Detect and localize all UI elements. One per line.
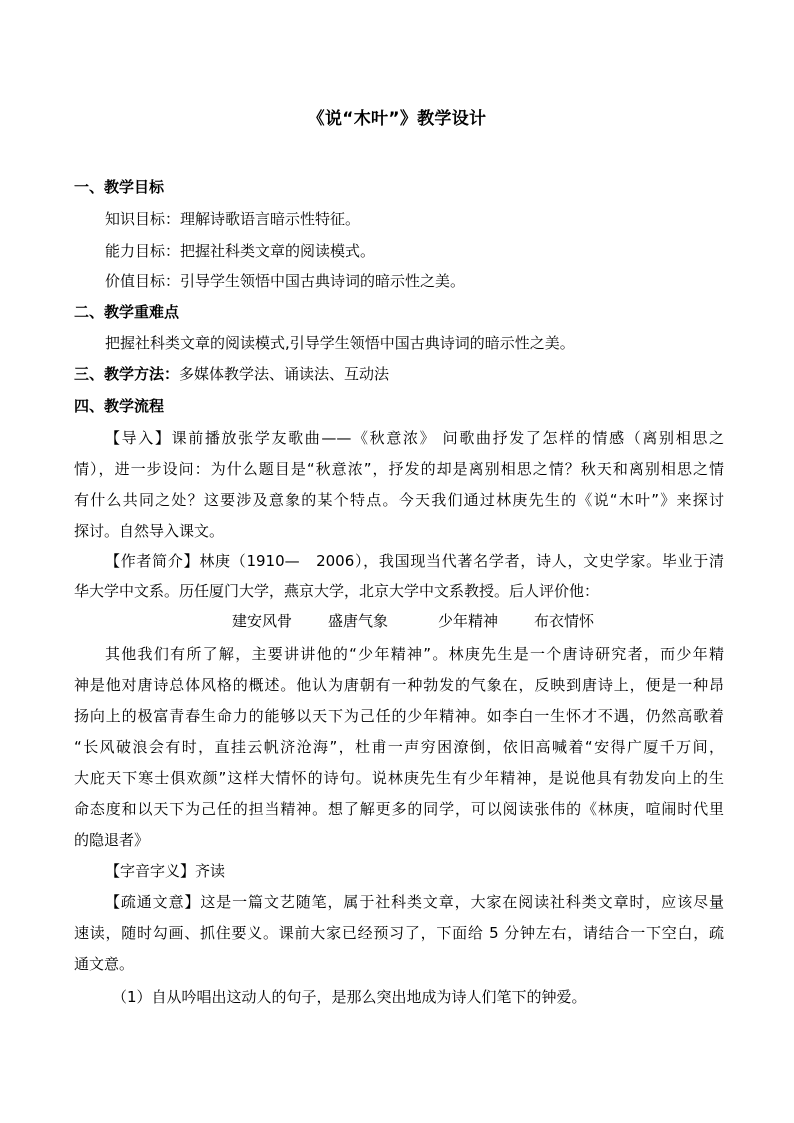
intro-line-4: 探讨。自然导入课文。 — [74, 522, 225, 540]
review-item: 少年精神 — [438, 612, 499, 630]
author-reviews — [232, 610, 594, 631]
intro-line-3: 有什么共同之处？这要涉及意象的某个特点。今天我们通过林庚先生的《说“木叶”》来探讨 — [74, 491, 724, 509]
section-heading-methods: 三、教学方法： — [74, 365, 180, 383]
spirit-line-3: 扬向上的极富青春生命力的能够以天下为己任的少年精神。如李白一生怀才不遇，仍然高歌着 — [74, 707, 724, 725]
section-heading-objectives: 一、教学目标 — [74, 178, 165, 196]
objective-ability: 能力目标：把握社科类文章的阅读模式。 — [105, 242, 376, 260]
spirit-line-7: 的隐退者》 — [74, 831, 150, 849]
section-heading-process: 四、教学流程 — [74, 397, 165, 415]
key-points-text: 把握社科类文章的阅读模式,引导学生领悟中国古典诗词的暗示性之美。 — [105, 334, 575, 352]
spirit-line-4: “长风破浪会有时，直挂云帆济沧海”，杜甫一声穷困潦倒，依旧高喊着“安得广厦千万间， — [74, 738, 724, 756]
author-line-1: 【作者简介】林庚（1910— 2006），我国现当代著名学者，诗人，文史学家。毕业于清 — [105, 552, 724, 570]
spirit-line-5: 大庇天下寒士俱欢颜”这样大情怀的诗句。说林庚先生有少年精神，是说他具有勃发向上的生 — [74, 769, 724, 787]
pronunciation-tag: 【字音字义】 — [105, 862, 196, 880]
spirit-line-2: 神是他对唐诗总体风格的概述。他认为唐朝有一种勃发的气象在，反映到唐诗上，便是一种昂 — [74, 676, 724, 694]
meaning-line-1: 【疏通文意】这是一篇文艺随笔，属于社科类文章，大家在阅读社科类文章时，应该尽量 — [105, 893, 724, 911]
intro-line-2: 情），进一步设问：为什么题目是“秋意浓”，抒发的却是离别相思之情？秋天和离别相思之情 — [74, 460, 724, 478]
document-title: 《说“木叶”》教学设计 — [307, 109, 487, 129]
meaning-line-3: 通文意。 — [74, 955, 135, 973]
author-tag: 【作者简介】 — [105, 552, 200, 570]
objective-knowledge: 知识目标：理解诗歌语言暗示性特征。 — [105, 210, 361, 228]
intro-tag: 【导入】 — [105, 429, 172, 447]
review-item: 盛唐气象 — [328, 612, 389, 630]
intro-line-1: 【导入】课前播放张学友歌曲——《秋意浓》 问歌曲抒发了怎样的情感（离别相思之 — [105, 429, 724, 447]
pronunciation-line: 【字音字义】齐读 — [105, 862, 226, 880]
meaning-tag: 【疏通文意】 — [105, 893, 201, 911]
objective-value: 价值目标：引导学生领悟中国古典诗词的暗示性之美。 — [105, 272, 466, 290]
meaning-line-2: 速读，随时勾画、抓住要义。课前大家已经预习了，下面给 5 分钟左右，请结合一下空白，疏 — [74, 924, 724, 942]
section-heading-key-points: 二、教学重难点 — [74, 303, 180, 321]
methods-text: 多媒体教学法、诵读法、互动法 — [179, 365, 390, 383]
author-line-2: 华大学中文系。历任厦门大学，燕京大学，北京大学中文系教授。后人评价他： — [74, 582, 600, 600]
list-item: （1）自从吟唱出这动人的句子，是那么突出地成为诗人们笔下的钟爱。 — [112, 988, 587, 1006]
spirit-line-6: 命态度和以天下为己任的担当精神。想了解更多的同学，可以阅读张伟的《林庚，喧闹时代里 — [74, 800, 724, 818]
spirit-line-1: 其他我们有所了解，主要讲讲他的“少年精神”。林庚先生是一个唐诗研究者，而少年精 — [105, 645, 724, 663]
review-item: 布衣情怀 — [534, 612, 595, 630]
section-methods — [74, 363, 724, 384]
review-item: 建安风骨 — [232, 612, 293, 630]
